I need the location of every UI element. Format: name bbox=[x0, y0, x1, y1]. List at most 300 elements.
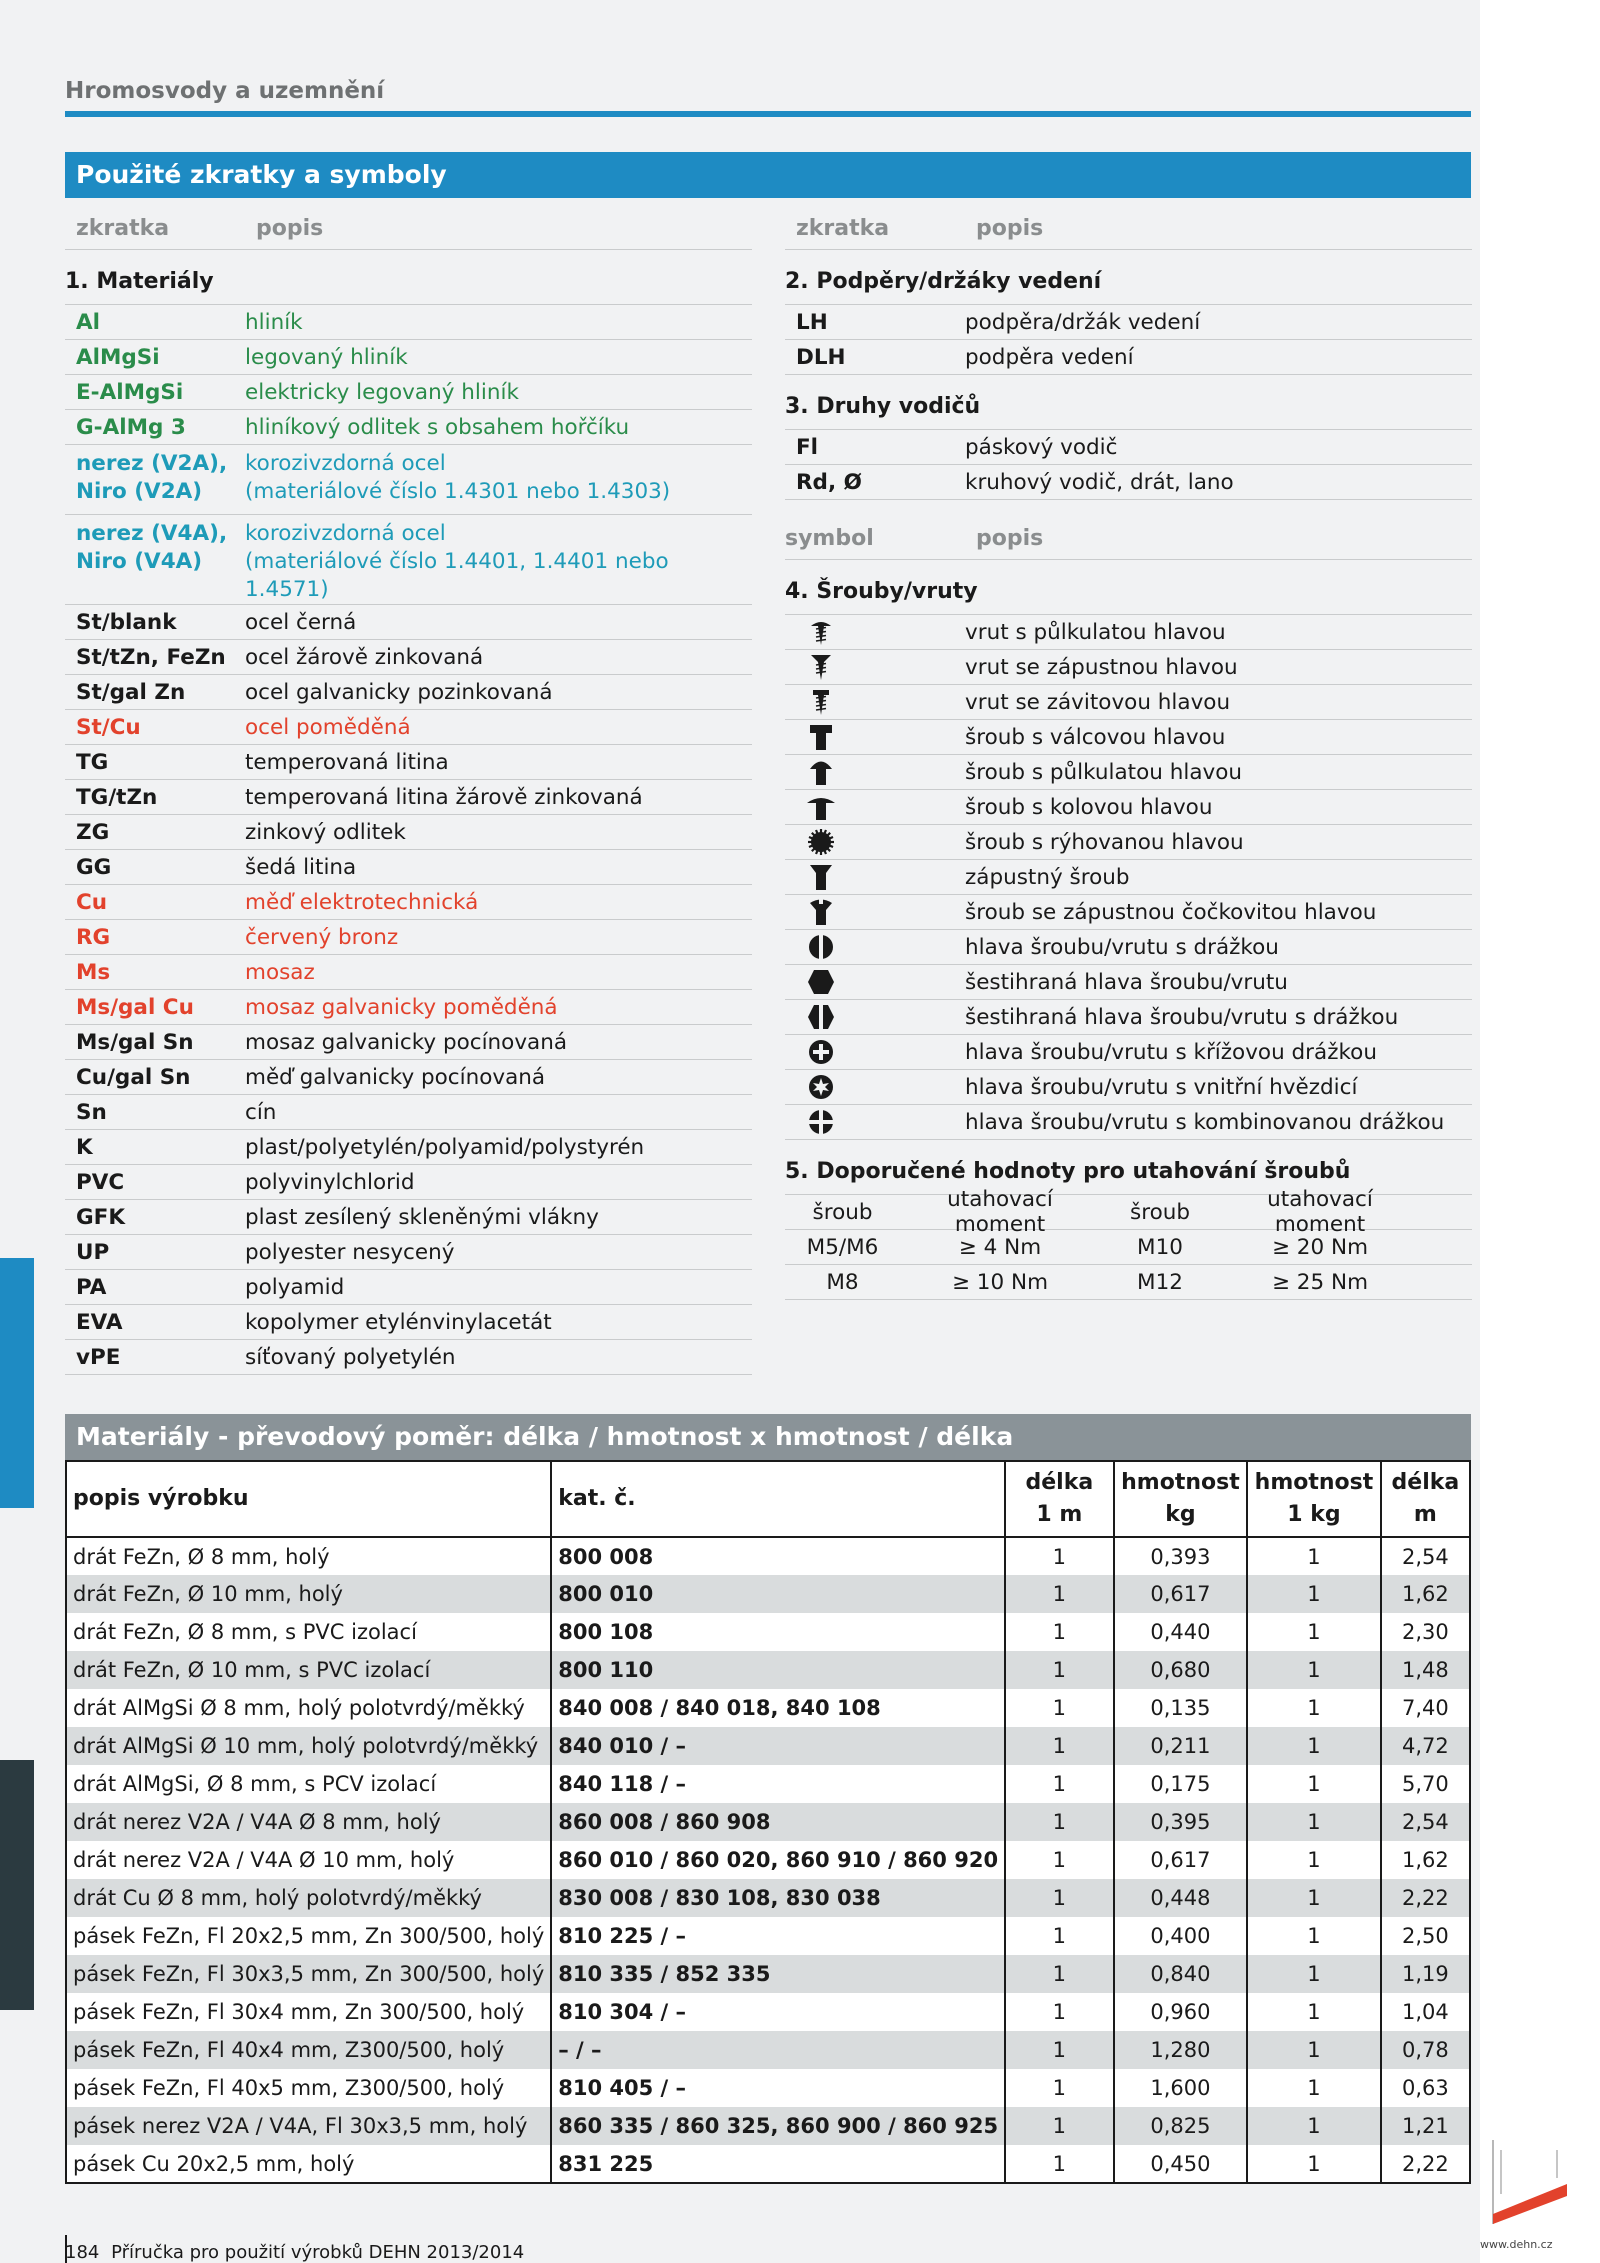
material-abbr-text: PA bbox=[76, 1275, 107, 1300]
screw-symbol bbox=[785, 930, 965, 964]
cell-kg: 0,448 bbox=[1114, 1879, 1248, 1917]
material-desc bbox=[245, 710, 752, 744]
material-abbr-text: PVC bbox=[76, 1170, 125, 1195]
header-mass-kg bbox=[1114, 1461, 1248, 1537]
cell-len: 1 bbox=[1005, 1803, 1114, 1841]
material-abbr bbox=[65, 885, 245, 919]
material-desc bbox=[245, 1025, 752, 1059]
material-desc-text: mosaz galvanicky poměděná bbox=[245, 995, 558, 1020]
material-abbr bbox=[65, 780, 245, 814]
material-desc bbox=[245, 780, 752, 814]
cell-len: 1 bbox=[1005, 1689, 1114, 1727]
screw-row bbox=[785, 685, 1472, 720]
cell-kg: 0,450 bbox=[1114, 2145, 1248, 2183]
cell-kg: 0,617 bbox=[1114, 1841, 1248, 1879]
material-abbr bbox=[65, 340, 245, 374]
material-desc bbox=[245, 515, 752, 604]
cell-one: 1 bbox=[1247, 1841, 1381, 1879]
material-abbr bbox=[65, 445, 245, 514]
material-abbr-text: Ms/gal Sn bbox=[76, 1030, 194, 1055]
header-mass-unit: 1 kg bbox=[1287, 1502, 1341, 1527]
cell-kat: 810 225 / – bbox=[551, 1917, 1005, 1955]
material-desc bbox=[245, 375, 752, 409]
cell-one: 1 bbox=[1247, 1613, 1381, 1651]
material-desc-text: korozivzdorná ocel bbox=[245, 451, 446, 476]
torque-header-moment-2: utahovací moment bbox=[1267, 1187, 1373, 1237]
material-abbr bbox=[65, 1340, 245, 1374]
cell-kg: 0,211 bbox=[1114, 1727, 1248, 1765]
material-row bbox=[65, 675, 752, 710]
material-abbr-text: E-AlMgSi bbox=[76, 380, 184, 405]
material-desc-text: polyester nesycený bbox=[245, 1240, 455, 1265]
footer bbox=[65, 2242, 524, 2263]
screw-row bbox=[785, 1035, 1472, 1070]
torque-row bbox=[785, 1265, 1472, 1300]
header-mass-1kg bbox=[1247, 1461, 1381, 1537]
material-desc-text: červený bronz bbox=[245, 925, 399, 950]
material-desc bbox=[245, 445, 752, 514]
cell-product: drát nerez V2A / V4A Ø 8 mm, holý bbox=[66, 1803, 551, 1841]
cell-product: pásek FeZn, Fl 40x4 mm, Z300/500, holý bbox=[66, 2031, 551, 2069]
cell-one: 1 bbox=[1247, 1765, 1381, 1803]
material-abbr bbox=[65, 1305, 245, 1339]
cell-one: 1 bbox=[1247, 2031, 1381, 2069]
material-desc bbox=[245, 675, 752, 709]
material-row bbox=[65, 305, 752, 340]
cell-one: 1 bbox=[1247, 1993, 1381, 2031]
material-abbr bbox=[65, 1060, 245, 1094]
cell-kat: 830 008 / 830 108, 830 038 bbox=[551, 1879, 1005, 1917]
material-desc-text: polyvinylchlorid bbox=[245, 1170, 415, 1195]
cell-len: 1 bbox=[1005, 2031, 1114, 2069]
material-abbr-text: Niro (V2A) bbox=[76, 479, 203, 504]
material-row bbox=[65, 640, 752, 675]
screw-symbol bbox=[785, 1000, 965, 1034]
cell-product: drát AlMgSi, Ø 8 mm, s PCV izolací bbox=[66, 1765, 551, 1803]
cell-kat: 810 405 / – bbox=[551, 2069, 1005, 2107]
screw-row bbox=[785, 1000, 1472, 1035]
support-row-desc: podpěra vedení bbox=[965, 345, 1134, 370]
cell-kat: 800 110 bbox=[551, 1651, 1005, 1689]
material-desc-text: (materiálové číslo 1.4401, 1.4401 nebo 1.4571) bbox=[245, 549, 669, 602]
cell-product: pásek FeZn, Fl 30x3,5 mm, Zn 300/500, holý bbox=[66, 1955, 551, 1993]
dehn-logo bbox=[1487, 2140, 1567, 2224]
torque-cell: M10 bbox=[1137, 1234, 1183, 1260]
cell-product: drát Cu Ø 8 mm, holý polotvrdý/měkký bbox=[66, 1879, 551, 1917]
cell-product: drát FeZn, Ø 10 mm, holý bbox=[66, 1575, 551, 1613]
conductor-row bbox=[785, 430, 1472, 465]
cell-kat: 810 304 / – bbox=[551, 1993, 1005, 2031]
material-desc-text: mosaz galvanicky pocínovaná bbox=[245, 1030, 568, 1055]
screw-desc: hlava šroubu/vrutu s drážkou bbox=[965, 935, 1279, 960]
material-row bbox=[65, 445, 752, 515]
conversion-header-row bbox=[66, 1461, 1470, 1537]
material-abbr bbox=[65, 1095, 245, 1129]
support-row-desc: podpěra/držák vedení bbox=[965, 310, 1201, 335]
cell-kat: 860 335 / 860 325, 860 900 / 860 925 bbox=[551, 2107, 1005, 2145]
header-kat: kat. č. bbox=[551, 1461, 1005, 1537]
torx-head-icon bbox=[807, 1073, 835, 1101]
conductors-list bbox=[785, 430, 1472, 500]
material-desc bbox=[245, 745, 752, 779]
conversion-band: Materiály - převodový poměr: délka / hmotnost x hmotnost / délka bbox=[65, 1414, 1471, 1460]
header-length-1m bbox=[1005, 1461, 1114, 1537]
material-abbr-text: G-AlMg 3 bbox=[76, 415, 186, 440]
table-row bbox=[66, 2069, 1470, 2107]
header-product: popis výrobku bbox=[66, 1461, 551, 1537]
header-mass-label: hmotnost bbox=[1121, 1470, 1240, 1495]
screw-desc: šroub se zápustnou čočkovitou hlavou bbox=[965, 900, 1377, 925]
cell-product: drát AlMgSi Ø 8 mm, holý polotvrdý/měkký bbox=[66, 1689, 551, 1727]
material-row bbox=[65, 850, 752, 885]
conversion-table bbox=[65, 1460, 1471, 2184]
cell-len: 1 bbox=[1005, 1841, 1114, 1879]
cell-kg: 0,135 bbox=[1114, 1689, 1248, 1727]
cell-product: pásek FeZn, Fl 40x5 mm, Z300/500, holý bbox=[66, 2069, 551, 2107]
material-desc-text: ocel černá bbox=[245, 610, 357, 635]
column-header-abbr: zkratka bbox=[796, 216, 890, 241]
material-abbr bbox=[65, 515, 245, 604]
combi-recess-head-icon bbox=[807, 1108, 835, 1136]
page-number: 184 bbox=[65, 2242, 100, 2263]
cell-product: pásek FeZn, Fl 30x4 mm, Zn 300/500, holý bbox=[66, 1993, 551, 2031]
cell-m: 1,48 bbox=[1381, 1651, 1470, 1689]
material-desc-text: šedá litina bbox=[245, 855, 357, 880]
cell-kg: 0,960 bbox=[1114, 1993, 1248, 2031]
cell-len: 1 bbox=[1005, 2069, 1114, 2107]
cell-m: 1,62 bbox=[1381, 1841, 1470, 1879]
side-tab-dark bbox=[0, 1760, 34, 2010]
material-abbr bbox=[65, 1270, 245, 1304]
material-abbr-text: St/tZn, FeZn bbox=[76, 645, 226, 670]
material-abbr bbox=[65, 675, 245, 709]
material-desc-text: ocel poměděná bbox=[245, 715, 411, 740]
material-abbr-text: ZG bbox=[76, 820, 110, 845]
cell-len: 1 bbox=[1005, 1879, 1114, 1917]
table-row bbox=[66, 1613, 1470, 1651]
material-desc bbox=[245, 990, 752, 1024]
cell-m: 1,04 bbox=[1381, 1993, 1470, 2031]
cell-m: 2,22 bbox=[1381, 2145, 1470, 2183]
material-desc-text: mosaz bbox=[245, 960, 315, 985]
section-title-supports: 2. Podpěry/držáky vedení bbox=[785, 250, 1472, 305]
screw-desc: vrut se zápustnou hlavou bbox=[965, 655, 1238, 680]
threaded-head-wood-screw-icon bbox=[807, 688, 835, 716]
slotted-head-icon bbox=[807, 933, 835, 961]
support-row bbox=[785, 340, 1472, 375]
table-row bbox=[66, 2145, 1470, 2183]
table-row bbox=[66, 1955, 1470, 1993]
material-row bbox=[65, 1130, 752, 1165]
screw-desc: vrut s půlkulatou hlavou bbox=[965, 620, 1226, 645]
table-row bbox=[66, 1765, 1470, 1803]
material-abbr bbox=[65, 410, 245, 444]
material-desc-text: polyamid bbox=[245, 1275, 345, 1300]
column-header bbox=[65, 210, 752, 250]
material-desc-text: temperovaná litina žárově zinkovaná bbox=[245, 785, 643, 810]
torque-cell: M12 bbox=[1137, 1269, 1183, 1295]
raised-countersunk-screw-icon bbox=[807, 898, 835, 926]
header-mass-label: hmotnost bbox=[1254, 1470, 1374, 1495]
screw-symbol bbox=[785, 790, 965, 824]
conductor-row bbox=[785, 465, 1472, 500]
cell-kat: 831 225 bbox=[551, 2145, 1005, 2183]
material-abbr-text: Ms bbox=[76, 960, 111, 985]
table-row bbox=[66, 2107, 1470, 2145]
side-tab-blue bbox=[0, 1258, 34, 1508]
cell-len: 1 bbox=[1005, 1955, 1114, 1993]
material-abbr-text: nerez (V4A), bbox=[76, 521, 228, 546]
screw-symbol bbox=[785, 1105, 965, 1139]
header-mass-unit: kg bbox=[1165, 1502, 1196, 1527]
table-row bbox=[66, 1803, 1470, 1841]
column-header-abbr: zkratka bbox=[76, 216, 170, 241]
screw-desc: šroub s půlkulatou hlavou bbox=[965, 760, 1243, 785]
column-header bbox=[785, 210, 1472, 250]
material-desc bbox=[245, 920, 752, 954]
cell-one: 1 bbox=[1247, 1689, 1381, 1727]
material-row bbox=[65, 1270, 752, 1305]
cheese-head-screw-icon bbox=[807, 723, 835, 751]
screw-symbol bbox=[785, 895, 965, 929]
conductor-row-desc: páskový vodič bbox=[965, 435, 1118, 460]
material-abbr-text: EVA bbox=[76, 1310, 123, 1335]
section-title-conductors: 3. Druhy vodičů bbox=[785, 375, 1472, 430]
material-row bbox=[65, 990, 752, 1025]
material-row bbox=[65, 815, 752, 850]
material-row bbox=[65, 1060, 752, 1095]
material-row bbox=[65, 605, 752, 640]
screws-list bbox=[785, 615, 1472, 1140]
screw-symbol bbox=[785, 1070, 965, 1104]
material-abbr-text: Niro (V4A) bbox=[76, 549, 203, 574]
material-desc bbox=[245, 1165, 752, 1199]
torque-header-screw-2: šroub bbox=[1130, 1199, 1190, 1225]
material-abbr-text: TG bbox=[76, 750, 109, 775]
screw-desc: vrut se závitovou hlavou bbox=[965, 690, 1231, 715]
material-desc bbox=[245, 305, 752, 339]
cell-m: 0,63 bbox=[1381, 2069, 1470, 2107]
cell-product: pásek nerez V2A / V4A, Fl 30x3,5 mm, holý bbox=[66, 2107, 551, 2145]
table-row bbox=[66, 1651, 1470, 1689]
cell-kat: 800 008 bbox=[551, 1537, 1005, 1575]
table-row bbox=[66, 1689, 1470, 1727]
cell-m: 2,54 bbox=[1381, 1537, 1470, 1575]
material-row bbox=[65, 375, 752, 410]
material-desc bbox=[245, 410, 752, 444]
cell-len: 1 bbox=[1005, 2107, 1114, 2145]
table-row bbox=[66, 2031, 1470, 2069]
material-abbr bbox=[65, 815, 245, 849]
symbol-header-symbol: symbol bbox=[785, 526, 874, 551]
material-desc-text: korozivzdorná ocel bbox=[245, 521, 446, 546]
screw-row bbox=[785, 825, 1472, 860]
material-desc-text: zinkový odlitek bbox=[245, 820, 406, 845]
material-row bbox=[65, 1305, 752, 1340]
material-desc bbox=[245, 1235, 752, 1269]
cell-m: 2,22 bbox=[1381, 1879, 1470, 1917]
material-desc-text: elektricky legovaný hliník bbox=[245, 380, 519, 405]
section-title-screws: 4. Šrouby/vruty bbox=[785, 560, 1472, 615]
table-row bbox=[66, 1575, 1470, 1613]
material-row bbox=[65, 1025, 752, 1060]
screw-desc: hlava šroubu/vrutu s křížovou drážkou bbox=[965, 1040, 1377, 1065]
material-abbr-text: AlMgSi bbox=[76, 345, 160, 370]
cell-len: 1 bbox=[1005, 1917, 1114, 1955]
cell-one: 1 bbox=[1247, 1917, 1381, 1955]
material-desc bbox=[245, 340, 752, 374]
screw-row bbox=[785, 930, 1472, 965]
material-abbr bbox=[65, 990, 245, 1024]
material-abbr-text: TG/tZn bbox=[76, 785, 158, 810]
material-desc bbox=[245, 1095, 752, 1129]
screw-row bbox=[785, 1070, 1472, 1105]
torque-cell: ≥ 10 Nm bbox=[951, 1269, 1049, 1295]
material-abbr-text: Ms/gal Cu bbox=[76, 995, 194, 1020]
material-desc bbox=[245, 1130, 752, 1164]
cell-m: 1,62 bbox=[1381, 1575, 1470, 1613]
material-row bbox=[65, 1340, 752, 1375]
screw-symbol bbox=[785, 825, 965, 859]
material-desc-text: hliníkový odlitek s obsahem hořčíku bbox=[245, 415, 630, 440]
cell-one: 1 bbox=[1247, 1651, 1381, 1689]
screw-symbol bbox=[785, 720, 965, 754]
material-abbr-text: RG bbox=[76, 925, 111, 950]
cell-kg: 0,617 bbox=[1114, 1575, 1248, 1613]
cell-kat: 860 010 / 860 020, 860 910 / 860 920 bbox=[551, 1841, 1005, 1879]
logo-url: www.dehn.cz bbox=[1480, 2238, 1553, 2251]
cell-kg: 1,280 bbox=[1114, 2031, 1248, 2069]
cell-kg: 0,840 bbox=[1114, 1955, 1248, 1993]
cell-kg: 0,175 bbox=[1114, 1765, 1248, 1803]
screw-row bbox=[785, 790, 1472, 825]
screw-desc: šroub s kolovou hlavou bbox=[965, 795, 1213, 820]
cell-m: 4,72 bbox=[1381, 1727, 1470, 1765]
screw-row bbox=[785, 965, 1472, 1000]
cross-recess-head-icon bbox=[807, 1038, 835, 1066]
torque-list bbox=[785, 1230, 1472, 1300]
material-abbr bbox=[65, 920, 245, 954]
header-length-unit: m bbox=[1413, 1502, 1437, 1527]
cell-len: 1 bbox=[1005, 1651, 1114, 1689]
cell-kat: 840 010 / – bbox=[551, 1727, 1005, 1765]
countersunk-screw-icon bbox=[807, 863, 835, 891]
cell-kat: 840 118 / – bbox=[551, 1765, 1005, 1803]
cell-kg: 1,600 bbox=[1114, 2069, 1248, 2107]
cell-m: 1,19 bbox=[1381, 1955, 1470, 1993]
supports-list bbox=[785, 305, 1472, 375]
material-row bbox=[65, 1095, 752, 1130]
table-row bbox=[66, 1879, 1470, 1917]
symbol-header-desc: popis bbox=[976, 526, 1044, 551]
header-rule bbox=[65, 111, 1471, 117]
slotted-hexagon-head-icon bbox=[807, 1003, 835, 1031]
cell-m: 2,54 bbox=[1381, 1803, 1470, 1841]
material-abbr bbox=[65, 1235, 245, 1269]
cell-one: 1 bbox=[1247, 1575, 1381, 1613]
torque-header bbox=[785, 1187, 1472, 1237]
cell-one: 1 bbox=[1247, 1879, 1381, 1917]
cell-one: 1 bbox=[1247, 1537, 1381, 1575]
cell-one: 1 bbox=[1247, 2107, 1381, 2145]
cell-len: 1 bbox=[1005, 1575, 1114, 1613]
material-abbr bbox=[65, 640, 245, 674]
material-row bbox=[65, 955, 752, 990]
material-abbr-text: St/Cu bbox=[76, 715, 141, 740]
screw-desc: šroub s rýhovanou hlavou bbox=[965, 830, 1244, 855]
cell-kg: 0,395 bbox=[1114, 1803, 1248, 1841]
screw-symbol bbox=[785, 965, 965, 999]
page-header: Hromosvody a uzemnění bbox=[65, 78, 385, 104]
material-abbr bbox=[65, 955, 245, 989]
cell-one: 1 bbox=[1247, 2069, 1381, 2107]
screw-symbol bbox=[785, 860, 965, 894]
symbol-header bbox=[785, 500, 1472, 560]
material-desc-text: ocel žárově zinkovaná bbox=[245, 645, 484, 670]
screw-desc: hlava šroubu/vrutu s vnitřní hvězdicí bbox=[965, 1075, 1358, 1100]
conductor-row-abbr: Rd, Ø bbox=[796, 470, 862, 495]
support-row bbox=[785, 305, 1472, 340]
footer-text: Příručka pro použití výrobků DEHN 2013/2014 bbox=[111, 2242, 525, 2263]
material-desc bbox=[245, 955, 752, 989]
material-abbr-text: vPE bbox=[76, 1345, 121, 1370]
material-desc bbox=[245, 1305, 752, 1339]
torque-cell: ≥ 4 Nm bbox=[958, 1234, 1042, 1260]
material-desc bbox=[245, 605, 752, 639]
material-desc-text: (materiálové číslo 1.4301 nebo 1.4303) bbox=[245, 479, 671, 504]
screw-symbol bbox=[785, 615, 965, 649]
cell-kg: 0,400 bbox=[1114, 1917, 1248, 1955]
cell-one: 1 bbox=[1247, 1727, 1381, 1765]
screw-symbol bbox=[785, 650, 965, 684]
cell-len: 1 bbox=[1005, 1537, 1114, 1575]
header-length-m bbox=[1381, 1461, 1470, 1537]
cell-m: 5,70 bbox=[1381, 1765, 1470, 1803]
table-row bbox=[66, 1727, 1470, 1765]
material-desc-text: měď galvanicky pocínovaná bbox=[245, 1065, 546, 1090]
support-row-abbr: DLH bbox=[796, 345, 846, 370]
screw-symbol bbox=[785, 755, 965, 789]
hexagon-head-icon bbox=[807, 968, 835, 996]
cell-kat: 800 108 bbox=[551, 1613, 1005, 1651]
material-abbr-text: K bbox=[76, 1135, 93, 1160]
mushroom-head-screw-icon bbox=[807, 793, 835, 821]
material-desc bbox=[245, 885, 752, 919]
conversion-body bbox=[66, 1537, 1470, 2183]
material-row bbox=[65, 885, 752, 920]
material-abbr bbox=[65, 1130, 245, 1164]
cell-product: drát nerez V2A / V4A Ø 10 mm, holý bbox=[66, 1841, 551, 1879]
cell-kat: 840 008 / 840 018, 840 108 bbox=[551, 1689, 1005, 1727]
material-abbr-text: Cu bbox=[76, 890, 108, 915]
material-desc bbox=[245, 815, 752, 849]
conductor-row-desc: kruhový vodič, drát, lano bbox=[965, 470, 1234, 495]
material-desc-text: plast zesílený skleněnými vlákny bbox=[245, 1205, 599, 1230]
screw-row bbox=[785, 615, 1472, 650]
material-abbr-text: GG bbox=[76, 855, 112, 880]
material-abbr-text: GFK bbox=[76, 1205, 125, 1230]
column-header-desc: popis bbox=[976, 216, 1044, 241]
material-abbr bbox=[65, 605, 245, 639]
cell-kg: 0,393 bbox=[1114, 1537, 1248, 1575]
material-abbr bbox=[65, 375, 245, 409]
material-abbr-text: nerez (V2A), bbox=[76, 451, 228, 476]
material-abbr-text: St/gal Zn bbox=[76, 680, 186, 705]
material-desc-text: síťovaný polyetylén bbox=[245, 1345, 456, 1370]
cell-one: 1 bbox=[1247, 1803, 1381, 1841]
screw-row bbox=[785, 720, 1472, 755]
screw-row bbox=[785, 860, 1472, 895]
